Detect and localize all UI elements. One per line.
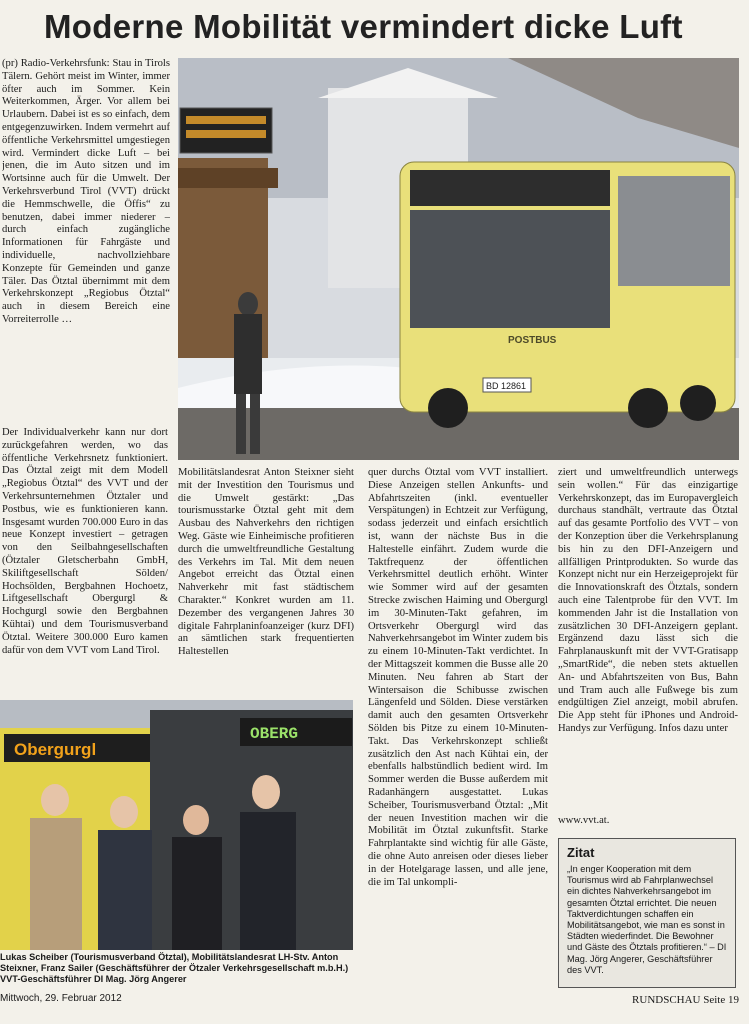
photo-bus-stop xyxy=(178,58,739,460)
bus-stop-illustration xyxy=(178,58,739,460)
article-intro: (pr) Radio-Verkehrsfunk: Stau in Tirols Tälern. Gehört meist im Winter, immer öfter auch im Sommer. Kein Weiterkommen, Ärger. Vor allem bei Urlaubern. Dabei ist es so einfach, dem entgegenzuwirken. Indem vermehrt auf öffentliche Verkehrsmittel umgestiegen wird. Vermindert dicke Luft – bei jenen, die im Auto sitzen und im Wortsinne auch für die Umwelt. Der Verkehrsverbund Tirol (VVT) drückt die Hemmschwelle, die Öffis“ zu benutzen, dabei immer niederer – durch einfach zugängliche Informationen für Fahrgäste und individuelle, nachvollziehbare Konzepte für Gemeinden und ganze Täler. Das Ötztal übernimmt mit dem Verkehrskonzept „Regiobus Ötztal“ auch in diesem Bereich eine Vorreiterrolle … xyxy=(2,58,170,325)
article-body-4: ziert und umweltfreundlich unterwegs sein wollen.“ Für das einzigartige Verkehrskonzept, das im Europavergleich durchaus standhält, vertraute das Ötztal auf das gesamte Portfolio des VVT – von der Konzeption über die Verkehrsplanung bis hin zu den DFI-Anzeigern und allfälligen Printprodukten. So wurde das Konzept nicht nur ein Herzeigeprojekt für die Innovationskraft des Ötztals, sondern auch eine Talentprobe für den VVT. Im kommenden Jahr ist die Installation von zusätzlichen 30 DFI-Anzeigern geplant. Ergänzend dazu lässt sich die Fahrplanauskunft mit der VVT-Gratisapp „SmartRide“, die neben stets aktuellen An- und Abfahrtszeiten von Bus, Bahn und Tram auch alle Fußwege bis zum endgültigen Ziel anzeigt, mobil abrufen. Die App steht für iPhones und Android-Handys zur Verfügung. Infos dazu unter xyxy=(558,467,738,734)
group-photo-illustration xyxy=(0,700,353,950)
zitat-box xyxy=(558,838,736,988)
bus-brand: POSTBUS xyxy=(508,335,557,346)
bus-sign-right: OBERG xyxy=(250,725,299,743)
zitat-title: Zitat xyxy=(567,845,595,860)
column-1-top xyxy=(2,58,170,420)
vvt-website: www.vvt.at. xyxy=(558,815,610,826)
column-3 xyxy=(368,467,548,993)
headline: Moderne Mobilität vermindert dicke Luft xyxy=(44,8,683,45)
column-2 xyxy=(178,467,354,693)
photo-group xyxy=(0,700,353,950)
photo-caption: Lukas Scheiber (Tourismusverband Ötztal), Mobilitätslandesrat LH-Stv. Anton Steixner, Franz Sailer (Geschäftsführer der Ötzaler Verkehrsgesellschaft m.b.H.) VVT-Geschäftsführer DI Mag. Jörg Angerer xyxy=(0,952,349,984)
column-1-bottom xyxy=(2,427,168,689)
article-body-3: quer durchs Ötztal vom VVT installiert. Diese Anzeigen stellen Ankunfts- und Abfahrtszeiten (inkl. eventueller Verspätungen) in Echtzeit zur Verfügung, sodass jederzeit und einfach ersichtlich ist, wann der nächste Bus in die Haltestelle einfährt. Zudem wurde die Taktfrequenz der öffentlichen Verkehrsmittel deutlich erhöht. Winter wie Sommer wird auf der gesamten Strecke zwischen Haiming und Obergurgl im 30-Minuten-Takt gefahren, im Ortsverkehr Obergurgl wird das Nahverkehrsangebot im Winter zudem bis zu einem 10-Minuten-Takt verdichtet. In der Mittagszeit kommen die Busse alle 20 Minuten. Neu fahren ab Start der Wintersaison die Schibusse zwischen Längenfeld und Sölden. Diese verstärken damit auch den gesamten Ortsverkehr Sölden bis Pitze zu einem 10-Minuten-Takt. Das Verkehrskonzept schließt zusätzlich den Ast nach Kühtai ein, der ebenfalls halbstündlich bedient wird. Im Sommer werden die Busse außerdem mit Radanhängern ausgestattet. Lukas Scheiber, Tourismusverband Ötztal: „Mit der neuen Investition machen wir die Mobilität im Ötztal zukunftsfit. Starke Fahrplantakte sind wichtig für alle Gäste, die ohne Auto anreisen oder dieses lieber in der Hotelgarage lassen, und alle jene, die im Tal unkompli- xyxy=(368,467,548,888)
page-footer: RUNDSCHAU Seite 19 xyxy=(632,994,739,1006)
dateline: Mittwoch, 29. Februar 2012 xyxy=(0,993,122,1004)
zitat-text: „In enger Kooperation mit dem Tourismus wird ab Fahrplanwechsel ein dichtes Nahverkehrsangebot im gesamten Ötztal errichtet. Die neuen Taktverdichtungen schaffen ein Mobilitätsangebot, wie man es sonst in Städten wiederfindet. Die Bewohner und Gäste des Ötztals profitieren.“ – DI Mag. Jörg Angerer, Geschäftsführer des VVT. xyxy=(567,864,727,975)
article-body-2: Mobilitätslandesrat Anton Steixner sieht mit der Investition den Tourismus und die Umwelt gestärkt: „Das tourismusstarke Ötztal geht mit dem Ausbau des Nahverkehrs den richtigen Weg. Gäste wie Einheimische profitieren durch die umweltfreundliche Gestaltung des Verkehrs im Tal. Mit dem neuen Angebot erreicht das Ötztal einen Nahverkehr mit fast städtischem Charakter.“ Konkret wurden am 11. Dezember des vergangenen Jahres 30 digitale Fahrplaninfoanzeiger (kurz DFI) an sämtlichen stark frequentierten Haltestellen xyxy=(178,467,354,658)
column-4 xyxy=(558,467,738,817)
bus-plate: BD 12861 xyxy=(486,381,527,391)
article-body-1: Der Individualverkehr kann nur dort zurückgefahren werden, wo das öffentliche Verkehrsnetz funktioniert. Das Ötztal zeigt mit dem Modell „Regiobus Ötztal“ des VVT und der Verkehrsunternehmen Ötztaler und Postbus, wie es funktionieren kann. Insgesamt wurden 700.000 Euro in das neue Konzept investiert – getragen von den Seilbahngesellschaften (Ötztaler Gletscherbahn GmbH, Skiliftgesellschaft Sölden/ Hochsölden, Bergbahnen Hochoetz, Liftgesellschaft Obergurgl & Hochgurgl sowie den Bergbahnen Kühtai) und dem Tourismusverband Ötztal. Weitere 300.000 Euro kamen dafür von dem VVT vom Land Tirol. xyxy=(2,427,168,656)
bus-sign-left: Obergurgl xyxy=(14,740,97,759)
